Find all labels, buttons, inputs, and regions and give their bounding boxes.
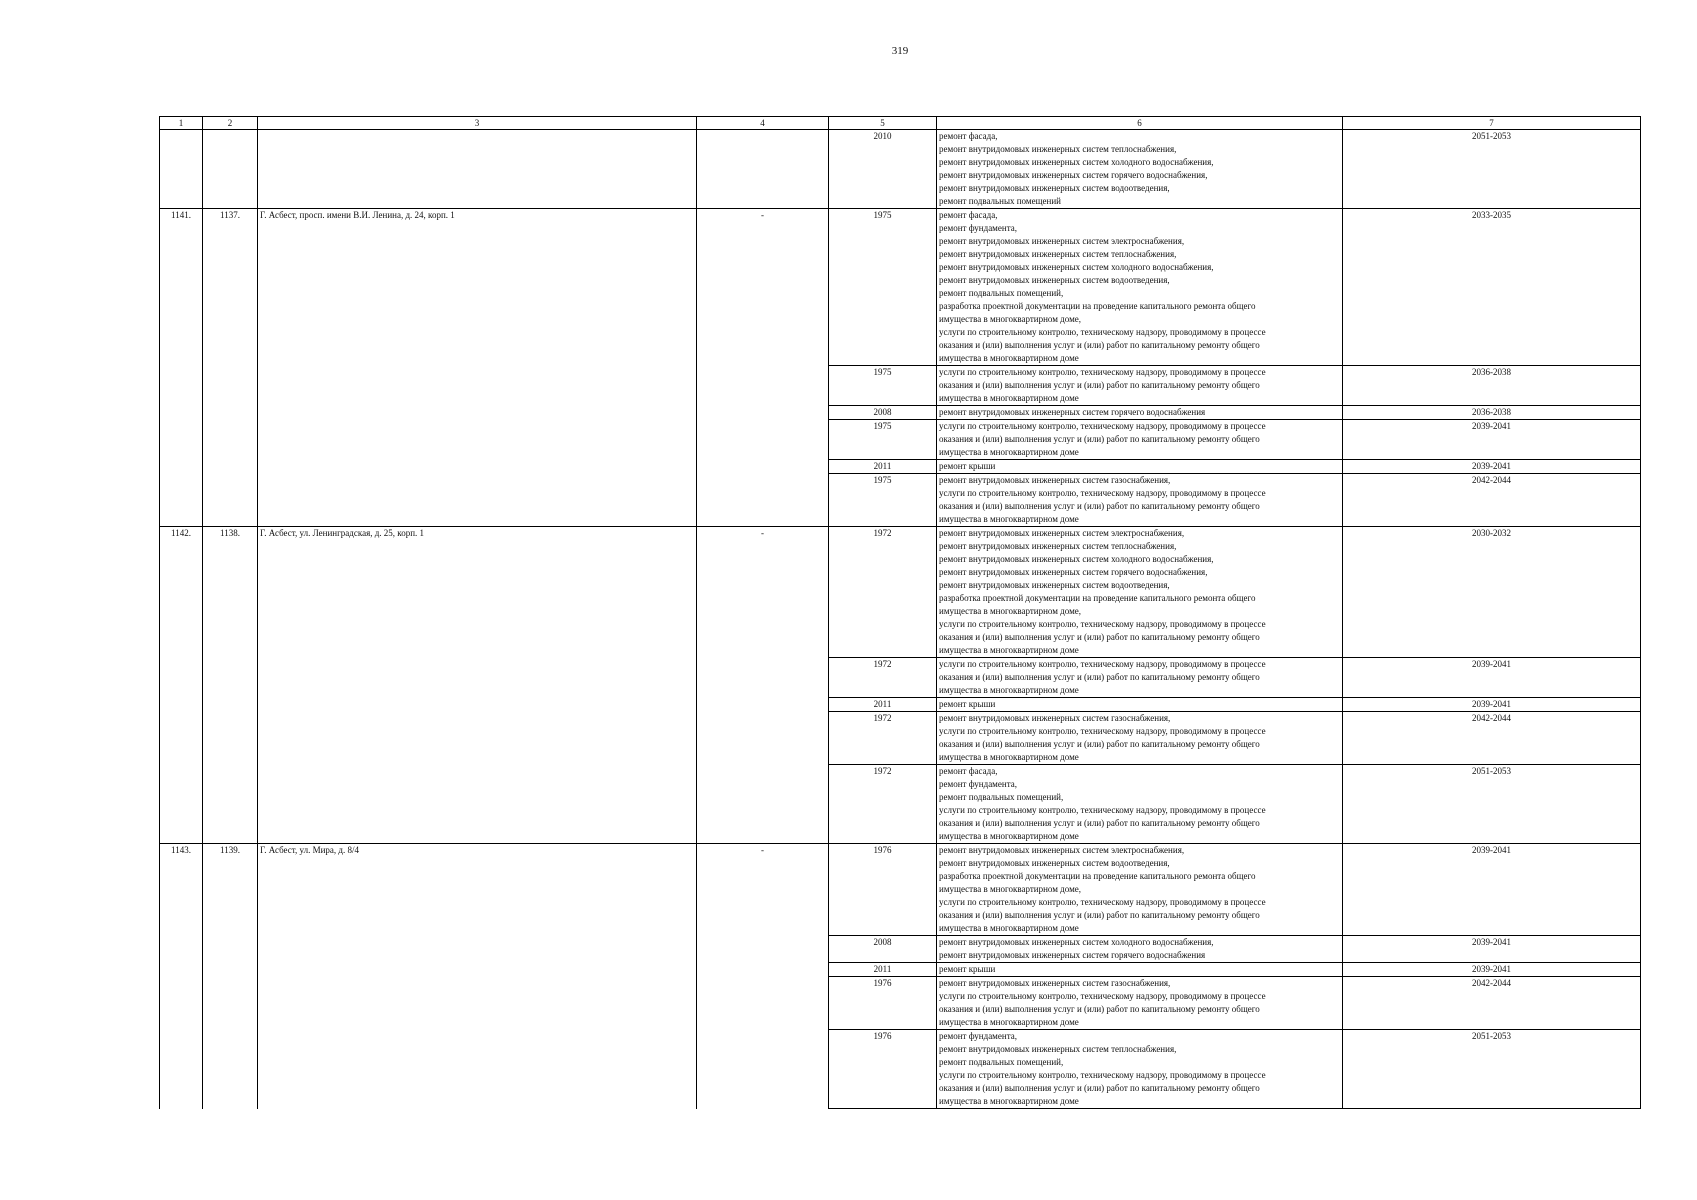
year-cell: 2011	[829, 698, 937, 712]
work-line: услуги по строительному контролю, техническому надзору, проводимому в процессе	[939, 726, 1266, 736]
work-line: ремонт внутридомовых инженерных систем теплоснабжения,	[939, 1044, 1177, 1054]
work-line: оказания и (или) выполнения услуг и (или) работ по капитальному ремонту общего	[939, 632, 1260, 642]
work-line: ремонт подвальных помещений	[939, 196, 1061, 206]
work-line: имущества в многоквартирном доме	[939, 831, 1079, 841]
year-cell: 2011	[829, 963, 937, 977]
year-cell: 1976	[829, 844, 937, 936]
address-cell: Г. Асбест, ул. Мира, д. 8/4	[258, 844, 697, 1109]
works-cell	[937, 698, 1343, 712]
work-line: услуги по строительному контролю, техническому надзору, проводимому в процессе	[939, 367, 1266, 377]
works-cell	[937, 963, 1343, 977]
year-cell: 1976	[829, 977, 937, 1030]
year-cell: 2011	[829, 460, 937, 474]
work-line: услуги по строительному контролю, техническому надзору, проводимому в процессе	[939, 421, 1266, 431]
year-cell: 2010	[829, 130, 937, 209]
column-header: 7	[1343, 117, 1641, 130]
work-line: ремонт внутридомовых инженерных систем холодного водоснабжения,	[939, 157, 1214, 167]
work-line: имущества в многоквартирном доме	[939, 923, 1079, 933]
empty-cell	[160, 130, 203, 209]
works-cell	[937, 130, 1343, 209]
period-cell: 2036-2038	[1343, 406, 1641, 420]
work-line: ремонт подвальных помещений,	[939, 1057, 1064, 1067]
work-line: оказания и (или) выполнения услуг и (или) работ по капитальному ремонту общего	[939, 1004, 1260, 1014]
works-cell	[937, 1030, 1343, 1109]
work-line: ремонт внутридомовых инженерных систем горячего водоснабжения	[939, 407, 1206, 417]
works-cell	[937, 406, 1343, 420]
period-cell: 2039-2041	[1343, 698, 1641, 712]
year-cell: 1975	[829, 420, 937, 460]
work-line: разработка проектной документации на проведение капитального ремонта общего	[939, 301, 1256, 311]
address-cell: Г. Асбест, ул. Ленинградская, д. 25, корп. 1	[258, 527, 697, 844]
period-cell: 2039-2041	[1343, 936, 1641, 963]
work-line: ремонт внутридомовых инженерных систем водоотведения,	[939, 858, 1170, 868]
row-number-cell: 1143.	[160, 844, 203, 1109]
work-line: имущества в многоквартирном доме,	[939, 884, 1082, 894]
works-cell	[937, 765, 1343, 844]
table-row	[160, 130, 1641, 209]
work-line: оказания и (или) выполнения услуг и (или) работ по капитальному ремонту общего	[939, 739, 1260, 749]
row-number-cell: 1141.	[160, 209, 203, 527]
year-cell: 1975	[829, 209, 937, 366]
year-cell: 1972	[829, 658, 937, 698]
column-header: 5	[829, 117, 937, 130]
works-cell	[937, 209, 1343, 366]
work-line: услуги по строительному контролю, техническому надзору, проводимому в процессе	[939, 659, 1266, 669]
work-line: ремонт внутридомовых инженерных систем горячего водоснабжения	[939, 950, 1206, 960]
work-line: имущества в многоквартирном доме	[939, 447, 1079, 457]
work-line: ремонт подвальных помещений,	[939, 288, 1064, 298]
address-cell: Г. Асбест, просп. имени В.И. Ленина, д. 24, корп. 1	[258, 209, 697, 527]
period-cell: 2030-2032	[1343, 527, 1641, 658]
work-line: ремонт внутридомовых инженерных систем холодного водоснабжения,	[939, 937, 1214, 947]
registry-number-cell: 1138.	[203, 527, 258, 844]
work-line: разработка проектной документации на проведение капитального ремонта общего	[939, 871, 1256, 881]
work-line: ремонт фасада,	[939, 210, 998, 220]
work-line: ремонт внутридомовых инженерных систем водоотведения,	[939, 183, 1170, 193]
work-line: имущества в многоквартирном доме	[939, 514, 1079, 524]
work-line: услуги по строительному контролю, техническому надзору, проводимому в процессе	[939, 488, 1266, 498]
work-line: имущества в многоквартирном доме	[939, 393, 1079, 403]
works-cell	[937, 366, 1343, 406]
row-number-cell: 1142.	[160, 527, 203, 844]
year-cell: 1975	[829, 366, 937, 406]
period-cell: 2039-2041	[1343, 963, 1641, 977]
work-line: оказания и (или) выполнения услуг и (или) работ по капитальному ремонту общего	[939, 672, 1260, 682]
period-cell: 2036-2038	[1343, 366, 1641, 406]
work-line: услуги по строительному контролю, техническому надзору, проводимому в процессе	[939, 805, 1266, 815]
work-line: услуги по строительному контролю, техническому надзору, проводимому в процессе	[939, 619, 1266, 629]
works-cell	[937, 658, 1343, 698]
work-line: имущества в многоквартирном доме,	[939, 606, 1082, 616]
work-line: ремонт фасада,	[939, 131, 998, 141]
work-line: ремонт крыши	[939, 461, 996, 471]
year-cell: 1972	[829, 712, 937, 765]
work-line: оказания и (или) выполнения услуг и (или) работ по капитальному ремонту общего	[939, 434, 1260, 444]
works-cell	[937, 420, 1343, 460]
column-header: 6	[937, 117, 1343, 130]
empty-cell	[697, 130, 829, 209]
works-cell	[937, 977, 1343, 1030]
work-line: ремонт внутридомовых инженерных систем горячего водоснабжения,	[939, 170, 1208, 180]
work-line: услуги по строительному контролю, техническому надзору, проводимому в процессе	[939, 897, 1266, 907]
col4-cell: -	[697, 527, 829, 844]
works-cell	[937, 527, 1343, 658]
work-line: имущества в многоквартирном доме	[939, 752, 1079, 762]
work-line: имущества в многоквартирном доме	[939, 353, 1079, 363]
works-cell	[937, 460, 1343, 474]
work-line: оказания и (или) выполнения услуг и (или) работ по капитальному ремонту общего	[939, 910, 1260, 920]
period-cell: 2051-2053	[1343, 765, 1641, 844]
year-cell: 1972	[829, 765, 937, 844]
work-line: ремонт внутридомовых инженерных систем водоотведения,	[939, 275, 1170, 285]
work-line: услуги по строительному контролю, техническому надзору, проводимому в процессе	[939, 327, 1266, 337]
column-header: 2	[203, 117, 258, 130]
period-cell: 2039-2041	[1343, 658, 1641, 698]
work-line: ремонт внутридомовых инженерных систем теплоснабжения,	[939, 249, 1177, 259]
work-line: оказания и (или) выполнения услуг и (или) работ по капитальному ремонту общего	[939, 1083, 1260, 1093]
period-cell: 2039-2041	[1343, 844, 1641, 936]
table-row	[160, 527, 1641, 658]
work-line: имущества в многоквартирном доме	[939, 1096, 1079, 1106]
work-line: ремонт крыши	[939, 964, 996, 974]
col4-cell: -	[697, 209, 829, 527]
work-line: имущества в многоквартирном доме,	[939, 314, 1082, 324]
table-body	[160, 117, 1641, 1109]
work-line: оказания и (или) выполнения услуг и (или) работ по капитальному ремонту общего	[939, 340, 1260, 350]
work-line: ремонт внутридомовых инженерных систем горячего водоснабжения,	[939, 567, 1208, 577]
work-line: ремонт фундамента,	[939, 1031, 1017, 1041]
registry-number-cell: 1137.	[203, 209, 258, 527]
year-cell: 1975	[829, 474, 937, 527]
work-line: ремонт внутридомовых инженерных систем газоснабжения,	[939, 475, 1171, 485]
period-cell: 2051-2053	[1343, 130, 1641, 209]
year-cell: 1972	[829, 527, 937, 658]
period-cell: 2051-2053	[1343, 1030, 1641, 1109]
column-header: 3	[258, 117, 697, 130]
period-cell: 2042-2044	[1343, 977, 1641, 1030]
work-line: ремонт внутридомовых инженерных систем холодного водоснабжения,	[939, 262, 1214, 272]
work-line: ремонт внутридомовых инженерных систем электроснабжения,	[939, 845, 1185, 855]
work-line: ремонт подвальных помещений,	[939, 792, 1064, 802]
work-line: ремонт внутридомовых инженерных систем газоснабжения,	[939, 978, 1171, 988]
registry-number-cell: 1139.	[203, 844, 258, 1109]
works-cell	[937, 474, 1343, 527]
period-cell: 2042-2044	[1343, 712, 1641, 765]
works-cell	[937, 936, 1343, 963]
period-cell: 2039-2041	[1343, 420, 1641, 460]
capital-repair-table	[159, 116, 1641, 1109]
work-line: ремонт внутридомовых инженерных систем теплоснабжения,	[939, 144, 1177, 154]
period-cell: 2033-2035	[1343, 209, 1641, 366]
page-number: 319	[891, 45, 909, 57]
work-line: услуги по строительному контролю, техническому надзору, проводимому в процессе	[939, 1070, 1266, 1080]
work-line: ремонт фундамента,	[939, 779, 1017, 789]
works-cell	[937, 844, 1343, 936]
work-line: оказания и (или) выполнения услуг и (или) работ по капитальному ремонту общего	[939, 818, 1260, 828]
empty-cell	[258, 130, 697, 209]
year-cell: 1976	[829, 1030, 937, 1109]
work-line: имущества в многоквартирном доме	[939, 1017, 1079, 1027]
work-line: ремонт внутридомовых инженерных систем электроснабжения,	[939, 528, 1185, 538]
work-line: разработка проектной документации на проведение капитального ремонта общего	[939, 593, 1256, 603]
column-header: 1	[160, 117, 203, 130]
column-header: 4	[697, 117, 829, 130]
work-line: оказания и (или) выполнения услуг и (или) работ по капитальному ремонту общего	[939, 501, 1260, 511]
work-line: ремонт внутридомовых инженерных систем электроснабжения,	[939, 236, 1185, 246]
work-line: ремонт внутридомовых инженерных систем теплоснабжения,	[939, 541, 1177, 551]
works-cell	[937, 712, 1343, 765]
work-line: ремонт внутридомовых инженерных систем газоснабжения,	[939, 713, 1171, 723]
column-number-row	[160, 117, 1641, 130]
work-line: ремонт внутридомовых инженерных систем водоотведения,	[939, 580, 1170, 590]
work-line: ремонт фундамента,	[939, 223, 1017, 233]
work-line: имущества в многоквартирном доме	[939, 645, 1079, 655]
work-line: оказания и (или) выполнения услуг и (или) работ по капитальному ремонту общего	[939, 380, 1260, 390]
table-row	[160, 209, 1641, 366]
work-line: ремонт крыши	[939, 699, 996, 709]
work-line: ремонт внутридомовых инженерных систем холодного водоснабжения,	[939, 554, 1214, 564]
empty-cell	[203, 130, 258, 209]
col4-cell: -	[697, 844, 829, 1109]
work-line: имущества в многоквартирном доме	[939, 685, 1079, 695]
work-line: услуги по строительному контролю, техническому надзору, проводимому в процессе	[939, 991, 1266, 1001]
period-cell: 2039-2041	[1343, 460, 1641, 474]
year-cell: 2008	[829, 936, 937, 963]
table-row	[160, 844, 1641, 936]
work-line: ремонт фасада,	[939, 766, 998, 776]
period-cell: 2042-2044	[1343, 474, 1641, 527]
year-cell: 2008	[829, 406, 937, 420]
